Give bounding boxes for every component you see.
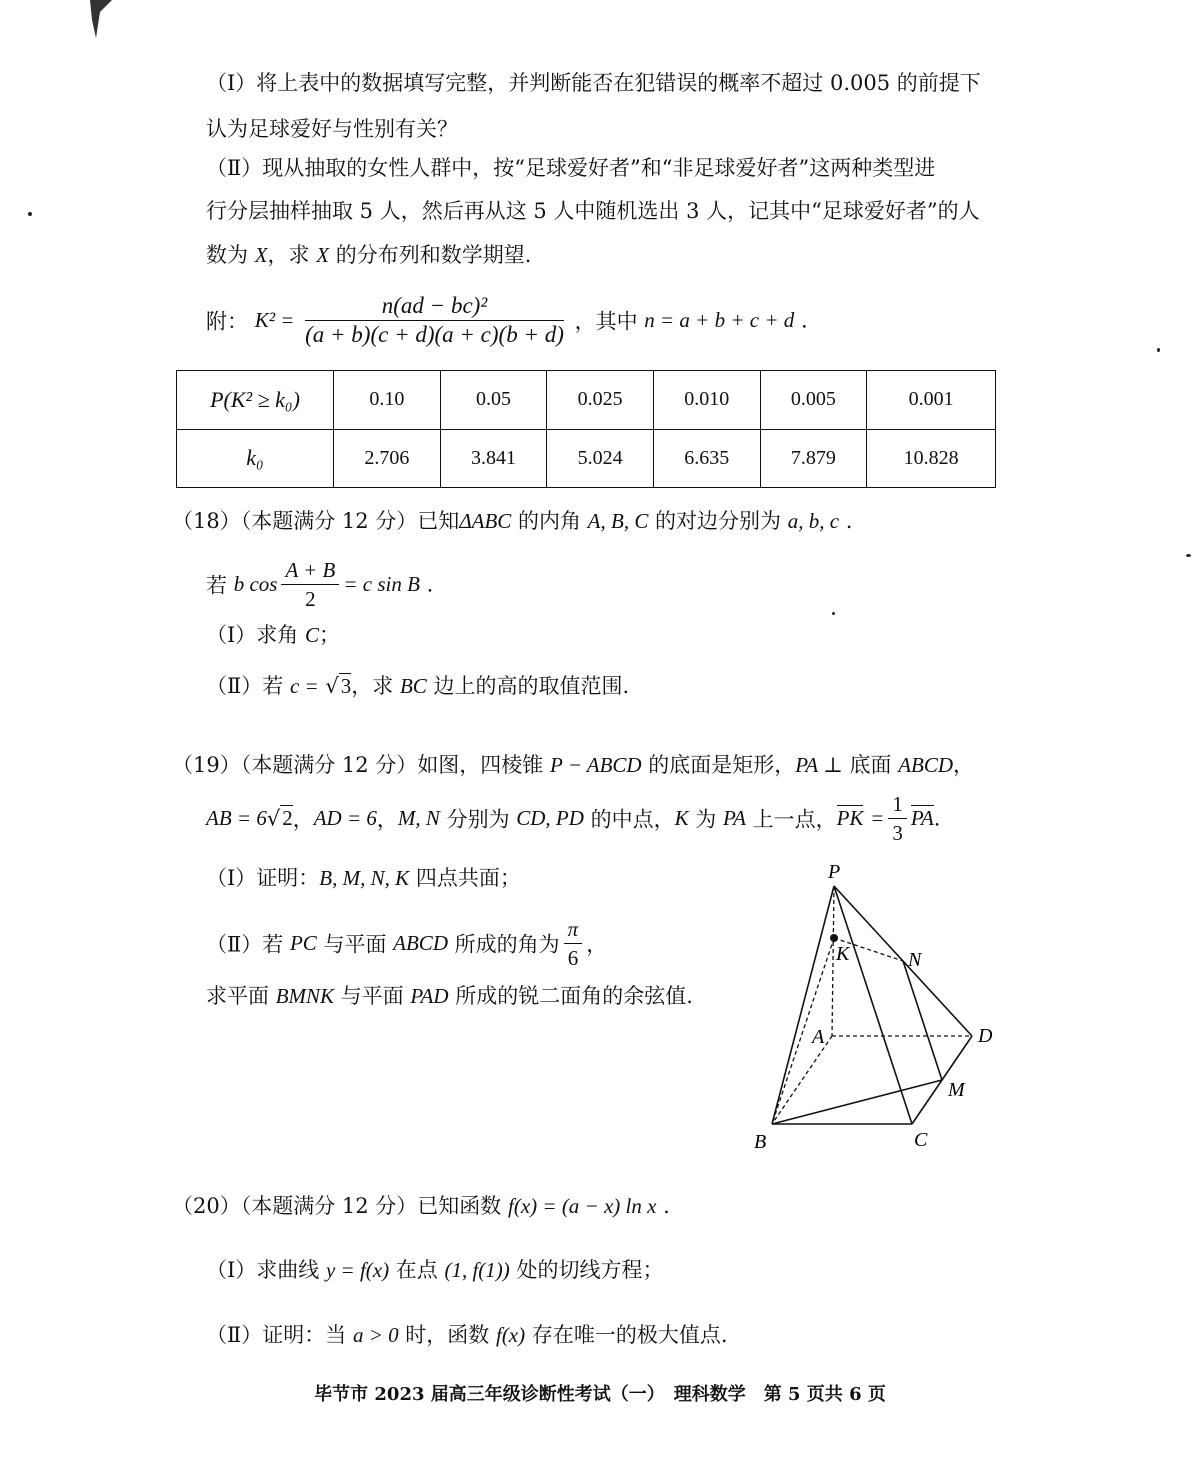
math: CD, PD: [516, 806, 584, 830]
text: （Ⅱ）若: [206, 932, 290, 957]
score-note: （本题满分 12 分）: [240, 753, 418, 777]
math: ΔABC: [459, 509, 512, 533]
scan-speck: [832, 612, 835, 615]
text: ，求: [267, 243, 317, 267]
text: 所成的角为: [447, 932, 560, 957]
vector-pk: PK: [836, 806, 864, 830]
formula-n: n = a + b + c + d: [644, 308, 795, 332]
math: ABCD: [393, 931, 448, 955]
critical-value-table: [176, 370, 996, 488]
text: 处的切线方程；: [509, 1258, 664, 1282]
formula-numerator: n(ad − bc)²: [305, 292, 564, 321]
text: 与平面: [334, 984, 411, 1008]
text: 底面: [842, 753, 899, 777]
var-x: X: [254, 243, 268, 267]
q18-stem: [172, 508, 852, 534]
math: AB = 6: [206, 806, 267, 830]
math: M, N: [397, 806, 440, 830]
math: B, M, N, K: [319, 866, 410, 890]
pyramid-figure: [740, 858, 1010, 1158]
edge-pa: [832, 886, 834, 1036]
text: ，: [953, 753, 975, 777]
math: BC: [399, 674, 427, 698]
text: 求平面: [206, 984, 276, 1008]
q19-part3: [206, 983, 693, 1009]
q17-part1-line1: （Ⅰ）将上表中的数据填写完整，并判断能否在犯错误的概率不超过 0.005 的前提下: [206, 71, 981, 95]
denominator: 2: [305, 587, 316, 611]
q18-condition: [206, 556, 433, 613]
text: （Ⅰ）证明：: [206, 866, 320, 890]
table-cell: 10.828: [867, 429, 996, 488]
math: PC: [289, 931, 317, 955]
text: 时，函数: [398, 1323, 496, 1347]
text: （Ⅰ）求曲线: [206, 1258, 326, 1282]
math: A, B, C: [587, 509, 649, 533]
text: 为: [688, 807, 723, 832]
math: f(x): [495, 1323, 526, 1347]
k2-formula: [206, 292, 808, 349]
scan-speck: [1186, 554, 1191, 557]
text: （Ⅰ）求角: [206, 623, 305, 647]
text: 边上的高的取值范围.: [426, 674, 630, 698]
label-k: K: [836, 943, 850, 965]
math: BMNK: [275, 984, 335, 1008]
text: 所成的锐二面角的余弦值.: [448, 984, 693, 1008]
page-footer: 毕节市 2023 届高三年级诊断性考试（一） 理科数学 第 5 页共 6 页: [314, 1384, 886, 1405]
q17-part1-line2: 认为足球爱好与性别有关？: [206, 117, 458, 141]
appendix-label: 附：: [206, 309, 248, 334]
sqrt-radicand: 2: [282, 806, 293, 830]
denominator: 3: [892, 821, 903, 845]
edge-pb: [772, 886, 834, 1124]
fraction: [564, 915, 583, 972]
numerator: A + B: [281, 556, 339, 585]
question-number: （19）: [172, 753, 241, 777]
question-number: （18）: [172, 509, 241, 533]
text: 分别为: [439, 807, 517, 832]
numerator: 1: [888, 790, 907, 819]
text: 在点: [389, 1258, 445, 1282]
math: P − ABCD: [550, 753, 642, 777]
text: 已知: [417, 509, 460, 533]
q18-part2: （Ⅱ）若 c = √3，求 BC 边上的高的取值范围.: [206, 674, 630, 698]
table-cell: 0.10: [334, 371, 441, 430]
edge-pc: [834, 886, 912, 1124]
math: PAD: [410, 984, 449, 1008]
text: ；: [319, 623, 340, 647]
table-cell: 7.879: [760, 429, 867, 488]
label-a: A: [812, 1026, 825, 1048]
segment-nm: [903, 961, 942, 1080]
q17-part2-line3: [206, 242, 531, 268]
text: 数为: [206, 243, 255, 267]
label-b: B: [754, 1131, 767, 1153]
text: 的对边分别为: [648, 509, 788, 533]
label-m: M: [948, 1079, 965, 1101]
text: .: [794, 308, 808, 333]
text: ，其中: [574, 309, 645, 334]
score-note: （本题满分 12 分）: [240, 1194, 418, 1218]
text: 如图，四棱锥: [417, 753, 550, 777]
corner-scan-mark: [86, 0, 116, 40]
table-header-cell: P(K² ≥ k₀): [177, 371, 334, 430]
q20-part2: [206, 1322, 728, 1348]
table-cell: 6.635: [653, 429, 760, 488]
text: 存在唯一的极大值点.: [525, 1323, 728, 1347]
formula-fraction: [305, 292, 564, 349]
table-cell: 2.706: [334, 429, 441, 488]
table-header-cell: k₀: [177, 429, 334, 488]
math: c =: [289, 674, 319, 698]
text: ，求: [351, 674, 400, 698]
text: 上一点，: [745, 807, 837, 832]
sqrt-radicand: 3: [340, 674, 352, 698]
math: a > 0: [352, 1323, 399, 1347]
label-c: C: [914, 1129, 928, 1151]
q19-line2: AB = 6√2，AD = 6，M, N 分别为 CD, PD 的中点，K 为 PA 上一点，PK = $\frac{1}{3}$ PA.: [206, 792, 941, 845]
math: AD = 6: [313, 806, 377, 830]
q20-part1: [206, 1257, 663, 1283]
math: =: [870, 806, 885, 830]
text: （Ⅱ）证明：当: [206, 1323, 353, 1347]
label-n: N: [908, 949, 922, 971]
q17-part2-line1: （Ⅱ）现从抽取的女性人群中，按“足球爱好者”和“非足球爱好者”这两种类型进: [206, 156, 936, 180]
table-row: [177, 429, 996, 488]
score-note: （本题满分 12 分）: [240, 509, 418, 533]
q18-part1: [206, 622, 340, 648]
table-cell: 0.001: [867, 371, 996, 430]
text: 的内角: [511, 509, 588, 533]
denominator: 6: [567, 946, 579, 970]
text: （Ⅱ）若: [206, 674, 290, 698]
text: 的分布列和数学期望.: [329, 243, 532, 267]
q17-part2-line2: 行分层抽样抽取 5 人，然后再从这 5 人中随机选出 3 人，记其中“足球爱好者”的人: [206, 199, 980, 223]
table-cell: 3.841: [440, 429, 547, 488]
text: 四点共面；: [409, 866, 521, 890]
fraction: [888, 790, 907, 847]
text: .: [839, 509, 853, 533]
formula-lhs: K² =: [254, 308, 295, 332]
text: .: [656, 1194, 670, 1218]
table-row: [177, 371, 996, 430]
math: b cos: [233, 572, 278, 596]
question-number: （20）: [172, 1194, 241, 1218]
label-p: P: [828, 861, 841, 883]
text: 的中点，: [583, 807, 675, 832]
math: PA ⊥: [795, 753, 843, 777]
point-k: [830, 934, 838, 942]
math: f(x) = (a − x) ln x: [508, 1194, 657, 1218]
formula-denominator: (a + b)(c + d)(a + c)(b + d): [305, 322, 564, 347]
math: (1, f(1)): [444, 1258, 510, 1282]
q19-stem: [172, 752, 974, 778]
math: K: [674, 806, 689, 830]
text: 的底面是矩形，: [641, 753, 796, 777]
text: 已知函数: [417, 1194, 508, 1218]
numerator: π: [564, 915, 583, 944]
text: .: [933, 806, 941, 831]
text: ，: [376, 807, 398, 832]
table-cell: 5.024: [547, 429, 654, 488]
text: .: [419, 572, 434, 597]
text: 若: [206, 573, 234, 598]
segment-kb: [772, 938, 834, 1124]
scan-speck: [28, 212, 32, 216]
text: 与平面: [316, 932, 394, 957]
table-cell: 0.005: [760, 371, 867, 430]
vector-pa: PA: [910, 806, 934, 830]
q20-stem: [172, 1193, 670, 1219]
q19-part2: [206, 915, 607, 972]
text: ，: [292, 807, 314, 832]
math: ABCD: [898, 753, 954, 777]
table-cell: 0.025: [547, 371, 654, 430]
q19-part1: [206, 865, 521, 891]
var-x: X: [316, 243, 330, 267]
math: PA: [722, 806, 746, 830]
label-d: D: [978, 1025, 993, 1047]
math: C: [304, 623, 319, 647]
math: a, b, c: [787, 509, 840, 533]
table-cell: 0.010: [653, 371, 760, 430]
fraction: [281, 556, 339, 613]
scan-speck: [1157, 348, 1160, 352]
table-cell: 0.05: [440, 371, 547, 430]
text: ，: [586, 932, 608, 957]
math: = c sin B: [343, 572, 420, 596]
math: y = f(x): [325, 1258, 390, 1282]
